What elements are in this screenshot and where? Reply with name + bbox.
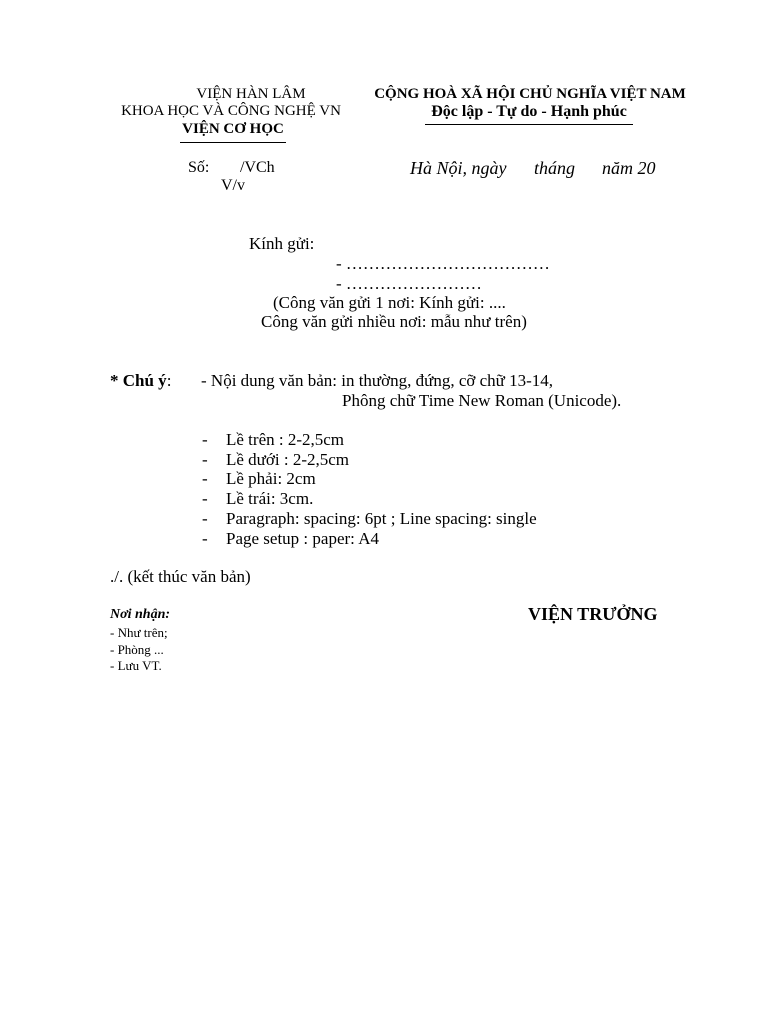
list-text: Lề phải: 2cm	[226, 469, 316, 489]
list-text: Page setup : paper: A4	[226, 528, 379, 548]
note-content-line-2: Phông chữ Time New Roman (Unicode).	[342, 391, 622, 410]
receivers-title: Nơi nhận:	[110, 607, 171, 622]
recipient-note-1: (Công văn gửi 1 nơi: Kính gửi: ....	[273, 293, 506, 312]
date-month: tháng	[534, 158, 576, 178]
org-line-2: KHOA HỌC VÀ CÔNG NGHỆ VN	[121, 103, 341, 119]
recipient-line-2: - ……………………	[336, 274, 482, 293]
note-label	[110, 371, 171, 391]
margin-list	[202, 430, 537, 548]
list-item	[202, 489, 537, 509]
motto-underline	[425, 124, 633, 125]
list-text: Lề trái: 3cm.	[226, 489, 314, 509]
list-text: Lề trên : 2-2,5cm	[226, 430, 345, 449]
motto: Độc lập - Tự do - Hạnh phúc	[431, 103, 627, 120]
list-dash: -	[202, 469, 208, 489]
org-name: VIỆN CƠ HỌC	[182, 121, 284, 137]
greeting: Kính gửi:	[249, 234, 315, 253]
list-item	[202, 529, 537, 549]
receiver-item: - Phòng ...	[110, 641, 164, 657]
org-line-1: VIỆN HÀN LÂM	[196, 86, 306, 102]
so-suffix: /VCh	[240, 159, 275, 176]
date-place-day: Hà Nội, ngày	[410, 158, 507, 178]
list-dash: -	[202, 508, 208, 528]
list-dash: -	[202, 449, 208, 469]
nation-title: CỘNG HOÀ XÃ HỘI CHỦ NGHĨA VIỆT NAM	[374, 86, 686, 102]
note-content-line-1: - Nội dung văn bản: in thường, đứng, cỡ chữ 13-14,	[201, 371, 554, 390]
signature-title: VIỆN TRƯỞNG	[528, 604, 658, 624]
vv-label: V/v	[221, 177, 245, 194]
list-dash: -	[202, 430, 208, 449]
recipient-note-2: Công văn gửi nhiều nơi: mẫu như trên)	[261, 312, 527, 331]
list-item	[202, 430, 537, 450]
list-item	[202, 469, 537, 489]
ending-line: ./. (kết thúc văn bản)	[110, 567, 251, 586]
org-underline	[180, 142, 286, 143]
receiver-item: - Lưu VT.	[110, 658, 162, 673]
list-item	[202, 450, 537, 470]
list-item	[202, 509, 537, 529]
note-label-colon: :	[166, 371, 172, 390]
list-dash: -	[202, 489, 208, 509]
list-text: Lề dưới : 2-2,5cm	[226, 449, 350, 469]
date-year: năm 20	[602, 158, 656, 178]
receiver-item: - Như trên;	[110, 625, 168, 640]
recipient-line-1: - ………………………………	[336, 254, 550, 273]
note-label-text: * Chú ý	[110, 371, 167, 390]
list-text: Paragraph: spacing: 6pt ; Line spacing: single	[226, 508, 537, 528]
list-dash: -	[202, 528, 208, 548]
so-label: Số:	[188, 159, 210, 176]
receivers-list	[110, 625, 168, 675]
